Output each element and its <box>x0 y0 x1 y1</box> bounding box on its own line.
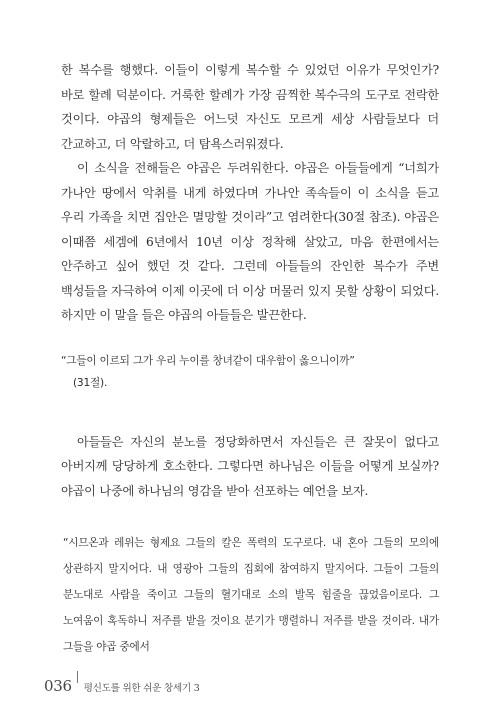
scripture-quote <box>61 530 439 660</box>
body-paragraph: 이 소식을 전해들은 야곱은 두려워한다. 야곱은 아들들에게 “너희가 가나안 땅에서 악취를 내게 하였다며 가나안 족속들이 이 소식을 듣고 우리 가족을 치면 집안은 멸망할 것이라”고 염려한다(30절 참조). 야곱은 이때쯤 세겜에 6년에서 10년 이상 정착해 살았고, 마음 한편에서는 안주하고 싶어 했던 것 같다. 그런데 아들들의 잔인한 복수가 주변 백성들을 자극하여 이제 이곳에 더 이상 머물러 있지 못할 상황이 되었다. 하지만 이 말을 들은 야곱의 아들들은 발끈한다. <box>61 161 439 322</box>
scripture-quote-text: “시므온과 레위는 형제요 그들의 칼은 폭력의 도구로다. 내 혼아 그들의 모의에 상관하지 말지어다. 내 영광아 그들의 집회에 참여하지 말지어다. 그들이 그들의 분노대로 사람을 죽이고 그들의 혈기대로 소의 발목 힘줄을 끊었음이로다. 그 노여움이 혹독하니 저주를 받을 것이요 분기가 맹렬하니 저주를 받을 것이라. 내가 그들을 야곱 중에서 <box>63 537 439 653</box>
body-paragraph: 아들들은 자신의 분노를 정당화하면서 자신들은 큰 잘못이 없다고 아버지께 당당하게 호소한다. 그렇다면 하나님은 이들을 어떻게 보실까? 야곱이 나중에 하나님의 영감을 받아 선포하는 예언을 보자. <box>61 434 439 498</box>
page-number: 036 <box>44 677 72 695</box>
book-title: 평신도를 위한 쉬운 창세기 3 <box>83 683 200 694</box>
scripture-citation: (31절). <box>73 376 108 389</box>
scripture-quote <box>61 350 439 394</box>
body-paragraph: 한 복수를 행했다. 이들이 이렇게 복수할 수 있었던 이유가 무엇인가? 바로 할례 덕분이다. 거룩한 할례가 가장 끔찍한 복수극의 도구로 전락한 것이다. 야곱의 형제들은 어느덧 자신도 모르게 세상 사람들보다 더 간교하고, 더 악랄하고, 더 탐욕스러워졌다. <box>61 63 439 151</box>
page-footer <box>44 677 200 695</box>
page-body <box>61 58 439 660</box>
footer-divider <box>77 671 78 683</box>
scripture-quote-text: “그들이 이르되 그가 우리 누이를 창녀같이 대우함이 옳으니이까” <box>61 354 355 367</box>
